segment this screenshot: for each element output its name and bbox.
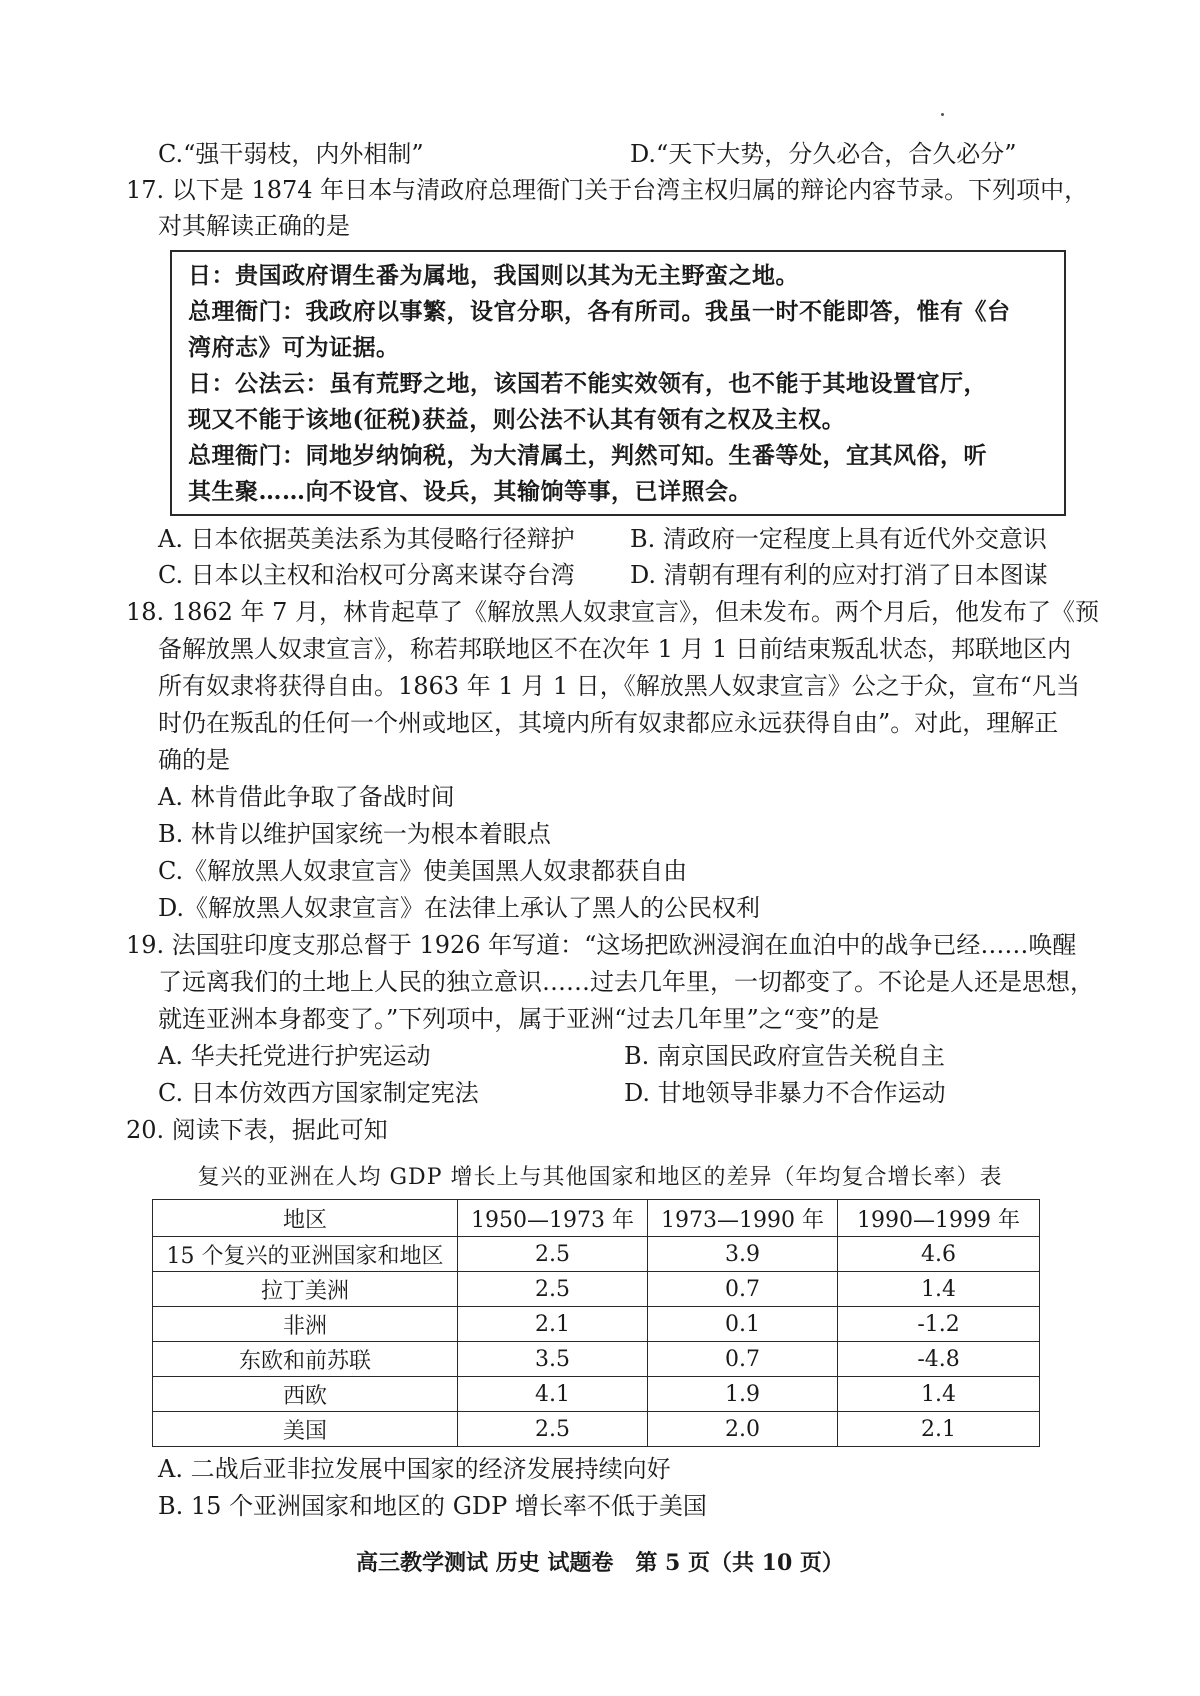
value-cell: 1.4	[838, 1272, 1040, 1307]
table-row	[153, 1342, 1040, 1377]
quote-line: 日：公法云：虽有荒野之地，该国若不能实效领有，也不能于其地设置官厅，	[188, 370, 987, 397]
q18-option-a: A. 林肯借此争取了备战时间	[158, 783, 455, 811]
q18-stem-line: 时仍在叛乱的任何一个州或地区，其境内所有奴隶都应永远获得自由”。对此，理解正	[158, 709, 1059, 737]
q16-option-c: C.“强干弱枝，内外相制”	[158, 140, 424, 168]
q19-stem-line: 19. 法国驻印度支那总督于 1926 年写道：“这场把欧洲浸润在血泊中的战争已经……唤醒	[126, 931, 1077, 959]
table-row	[153, 1272, 1040, 1307]
value-cell: 2.0	[648, 1412, 838, 1447]
region-cell: 非洲	[153, 1307, 458, 1342]
value-cell: 0.7	[648, 1272, 838, 1307]
q17-stem-line-1: 17. 以下是 1874 年日本与清政府总理衙门关于台湾主权归属的辩论内容节录。下列项中，	[126, 176, 1089, 204]
value-cell: 4.1	[457, 1377, 647, 1412]
value-cell: 2.1	[838, 1412, 1040, 1447]
q19-stem-line: 了远离我们的土地上人民的独立意识……过去几年里，一切都变了。不论是人还是思想，	[158, 968, 1094, 996]
gdp-growth-table	[152, 1199, 1040, 1447]
value-cell: 3.9	[648, 1237, 838, 1272]
q19-stem-line: 就连亚洲本身都变了。”下列项中，属于亚洲“过去几年里”之“变”的是	[158, 1005, 880, 1033]
q20-stem: 20. 阅读下表，据此可知	[126, 1116, 388, 1144]
table-row	[153, 1377, 1040, 1412]
table-header-row	[153, 1200, 1040, 1237]
scan-speck	[941, 113, 944, 116]
column-header: 1973—1990 年	[648, 1200, 838, 1237]
table-row	[153, 1412, 1040, 1447]
value-cell: 0.1	[648, 1307, 838, 1342]
value-cell: 1.9	[648, 1377, 838, 1412]
q17-quote-box	[170, 250, 1066, 516]
value-cell: 2.1	[457, 1307, 647, 1342]
value-cell: -4.8	[838, 1342, 1040, 1377]
region-cell: 拉丁美洲	[153, 1272, 458, 1307]
q20-option-b: B. 15 个亚洲国家和地区的 GDP 增长率不低于美国	[158, 1492, 707, 1520]
quote-line: 现又不能于该地(征税)获益，则公法不认其有领有之权及主权。	[188, 406, 846, 433]
value-cell: 4.6	[838, 1237, 1040, 1272]
quote-line: 其生聚……向不设官、设兵，其输饷等事，已详照会。	[188, 478, 752, 505]
q17-option-a: A. 日本依据英美法系为其侵略行径辩护	[158, 525, 575, 553]
quote-line: 湾府志》可为证据。	[188, 334, 400, 361]
column-header: 1990—1999 年	[838, 1200, 1040, 1237]
q18-stem-line: 备解放黑人奴隶宣言》，称若邦联地区不在次年 1 月 1 日前结束叛乱状态，邦联地区内	[158, 635, 1072, 663]
region-cell: 15 个复兴的亚洲国家和地区	[153, 1237, 458, 1272]
q19-option-b: B. 南京国民政府宣告关税自主	[624, 1042, 945, 1070]
page-footer: 高三教学测试 历史 试题卷 第 5 页（共 10 页）	[356, 1550, 844, 1576]
q18-option-b: B. 林肯以维护国家统一为根本着眼点	[158, 820, 551, 848]
q18-stem-line: 确的是	[158, 746, 230, 774]
quote-line: 总理衙门：我政府以事繁，设官分职，各有所司。我虽一时不能即答，惟有《台	[188, 298, 1011, 325]
value-cell: 0.7	[648, 1342, 838, 1377]
value-cell: -1.2	[838, 1307, 1040, 1342]
table-caption: 复兴的亚洲在人均 GDP 增长上与其他国家和地区的差异（年均复合增长率）表	[197, 1165, 1003, 1190]
value-cell: 2.5	[457, 1237, 647, 1272]
table-row	[153, 1237, 1040, 1272]
q20-option-a: A. 二战后亚非拉发展中国家的经济发展持续向好	[158, 1455, 671, 1483]
region-cell: 西欧	[153, 1377, 458, 1412]
q17-stem-line-2: 对其解读正确的是	[158, 212, 350, 240]
region-cell: 东欧和前苏联	[153, 1342, 458, 1377]
q17-option-b: B. 清政府一定程度上具有近代外交意识	[630, 525, 1047, 553]
q18-option-d: D.《解放黑人奴隶宣言》在法律上承认了黑人的公民权利	[158, 894, 761, 922]
column-header: 地区	[153, 1200, 458, 1237]
q19-option-d: D. 甘地领导非暴力不合作运动	[624, 1079, 946, 1107]
q17-option-d: D. 清朝有理有利的应对打消了日本图谋	[630, 561, 1048, 589]
quote-line: 总理衙门：同地岁纳饷税，为大清属土，判然可知。生番等处，宜其风俗，听	[188, 442, 987, 469]
q18-stem-line: 所有奴隶将获得自由。1863 年 1 月 1 日，《解放黑人奴隶宣言》公之于众，宣布“凡当	[158, 672, 1081, 700]
q16-option-d: D.“天下大势，分久必合，合久必分”	[630, 140, 1017, 168]
q19-option-c: C. 日本仿效西方国家制定宪法	[158, 1079, 479, 1107]
value-cell: 2.5	[457, 1412, 647, 1447]
q18-stem-line: 18. 1862 年 7 月，林肯起草了《解放黑人奴隶宣言》，但未发布。两个月后，他发布了《预	[126, 598, 1100, 626]
q18-option-c: C.《解放黑人奴隶宣言》使美国黑人奴隶都获自由	[158, 857, 688, 885]
value-cell: 3.5	[457, 1342, 647, 1377]
table-row	[153, 1307, 1040, 1342]
region-cell: 美国	[153, 1412, 458, 1447]
quote-line: 日：贵国政府谓生番为属地，我国则以其为无主野蛮之地。	[188, 262, 799, 289]
value-cell: 1.4	[838, 1377, 1040, 1412]
column-header: 1950—1973 年	[457, 1200, 647, 1237]
q17-option-c: C. 日本以主权和治权可分离来谋夺台湾	[158, 561, 575, 589]
value-cell: 2.5	[457, 1272, 647, 1307]
q19-option-a: A. 华夫托党进行护宪运动	[158, 1042, 431, 1070]
